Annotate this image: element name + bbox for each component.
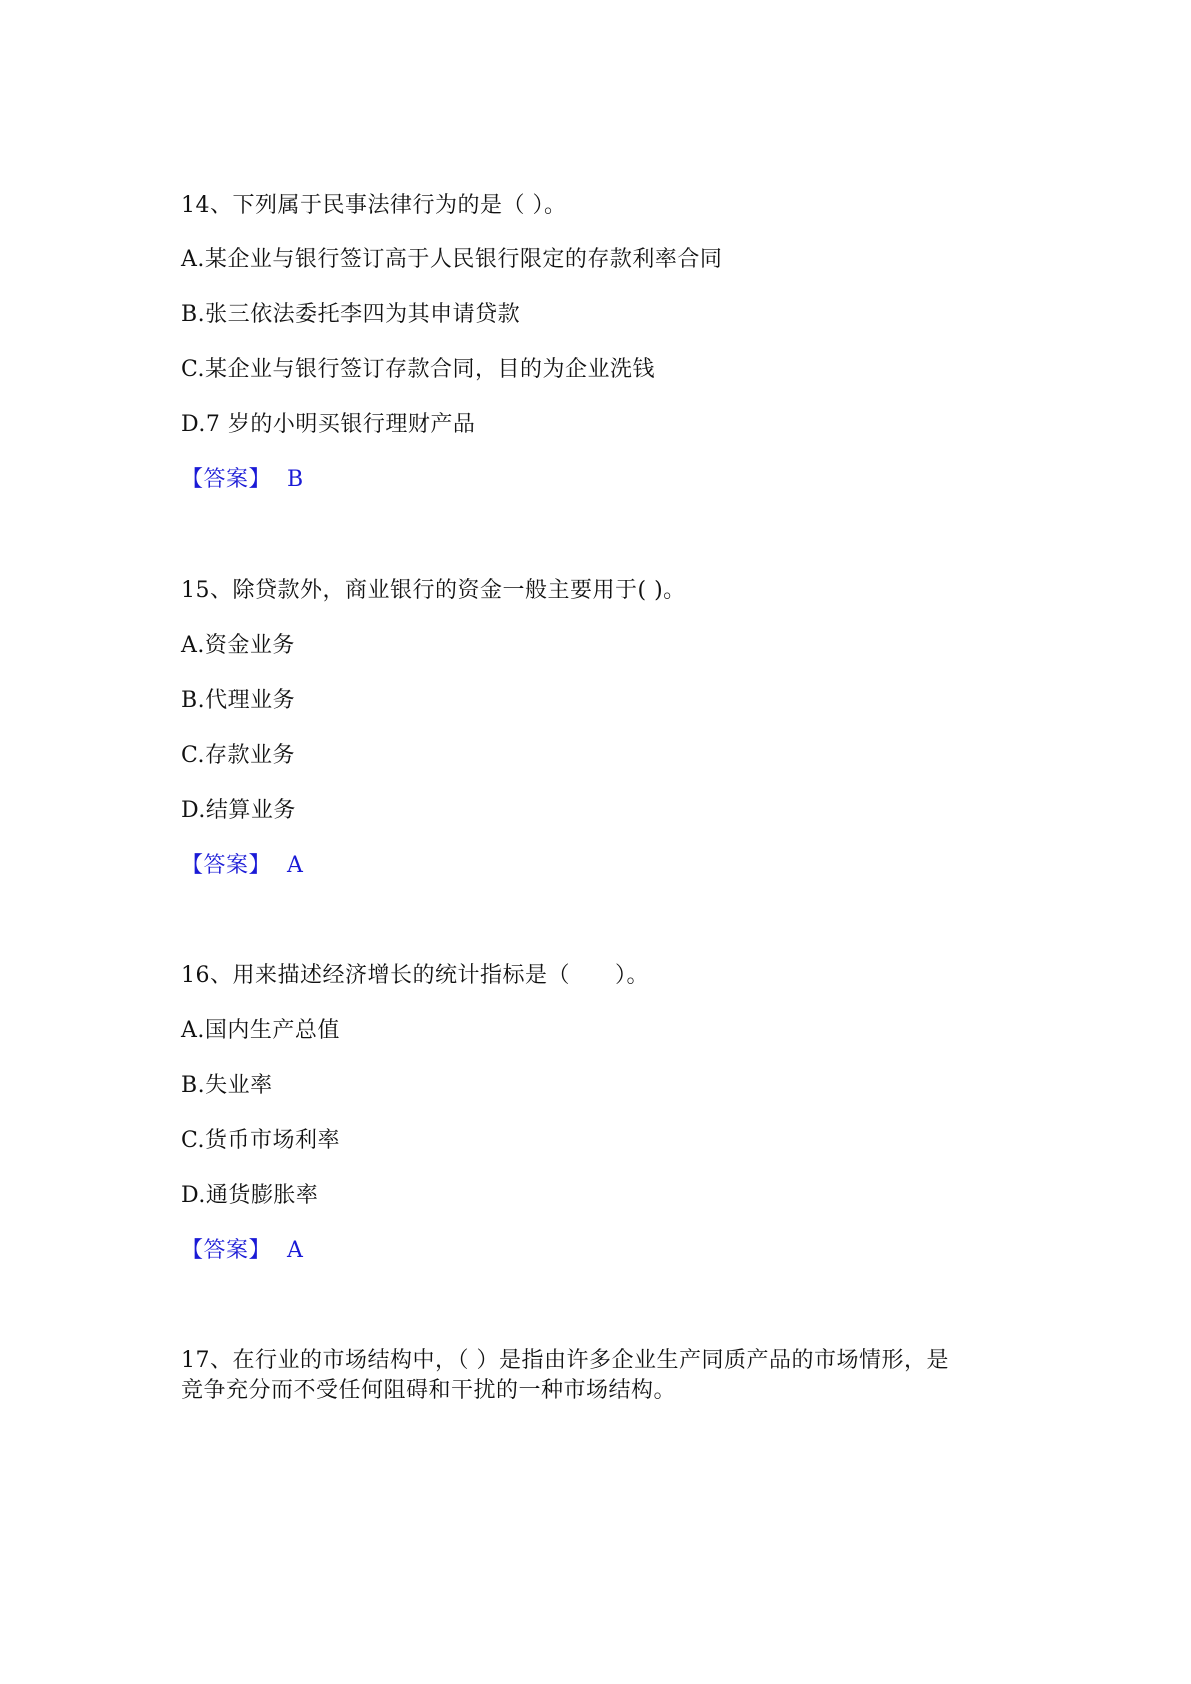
question-16-option-b: B.失业率 [181, 1073, 273, 1098]
answer-value: A [287, 1238, 304, 1263]
question-16-stem: 16、用来描述经济增长的统计指标是（ ）。 [181, 963, 649, 988]
question-15-stem: 15、除贷款外，商业银行的资金一般主要用于( )。 [181, 578, 686, 603]
answer-value: B [287, 467, 304, 492]
question-16-option-d: D.通货膨胀率 [181, 1183, 319, 1208]
question-15-option-d: D.结算业务 [181, 798, 296, 823]
answer-label: 【答案】 [181, 1238, 272, 1263]
question-14-option-c: C.某企业与银行签订存款合同，目的为企业洗钱 [181, 357, 656, 382]
answer-label: 【答案】 [181, 853, 272, 878]
question-15-option-c: C.存款业务 [181, 743, 296, 768]
question-16-option-c: C.货币市场利率 [181, 1128, 341, 1153]
answer-value: A [287, 853, 304, 878]
question-14-stem: 14、下列属于民事法律行为的是（ ）。 [181, 193, 567, 218]
question-16-answer [181, 1236, 303, 1266]
question-15-option-b: B.代理业务 [181, 688, 296, 713]
answer-label: 【答案】 [181, 467, 272, 492]
question-16-option-a: A.国内生产总值 [181, 1018, 340, 1043]
question-17-stem-line-2: 竞争充分而不受任何阻碍和干扰的一种市场结构。 [181, 1378, 677, 1403]
question-15-answer [181, 851, 303, 881]
question-15-option-a: A.资金业务 [181, 633, 295, 658]
question-14-answer [181, 465, 304, 495]
question-14-option-d: D.7 岁的小明买银行理财产品 [181, 412, 476, 437]
question-17-stem-line-1: 17、在行业的市场结构中，（ ）是指由许多企业生产同质产品的市场情形，是 [181, 1348, 949, 1373]
question-14-option-b: B.张三依法委托李四为其申请贷款 [181, 302, 521, 327]
question-14-option-a: A.某企业与银行签订高于人民银行限定的存款利率合同 [181, 247, 723, 272]
